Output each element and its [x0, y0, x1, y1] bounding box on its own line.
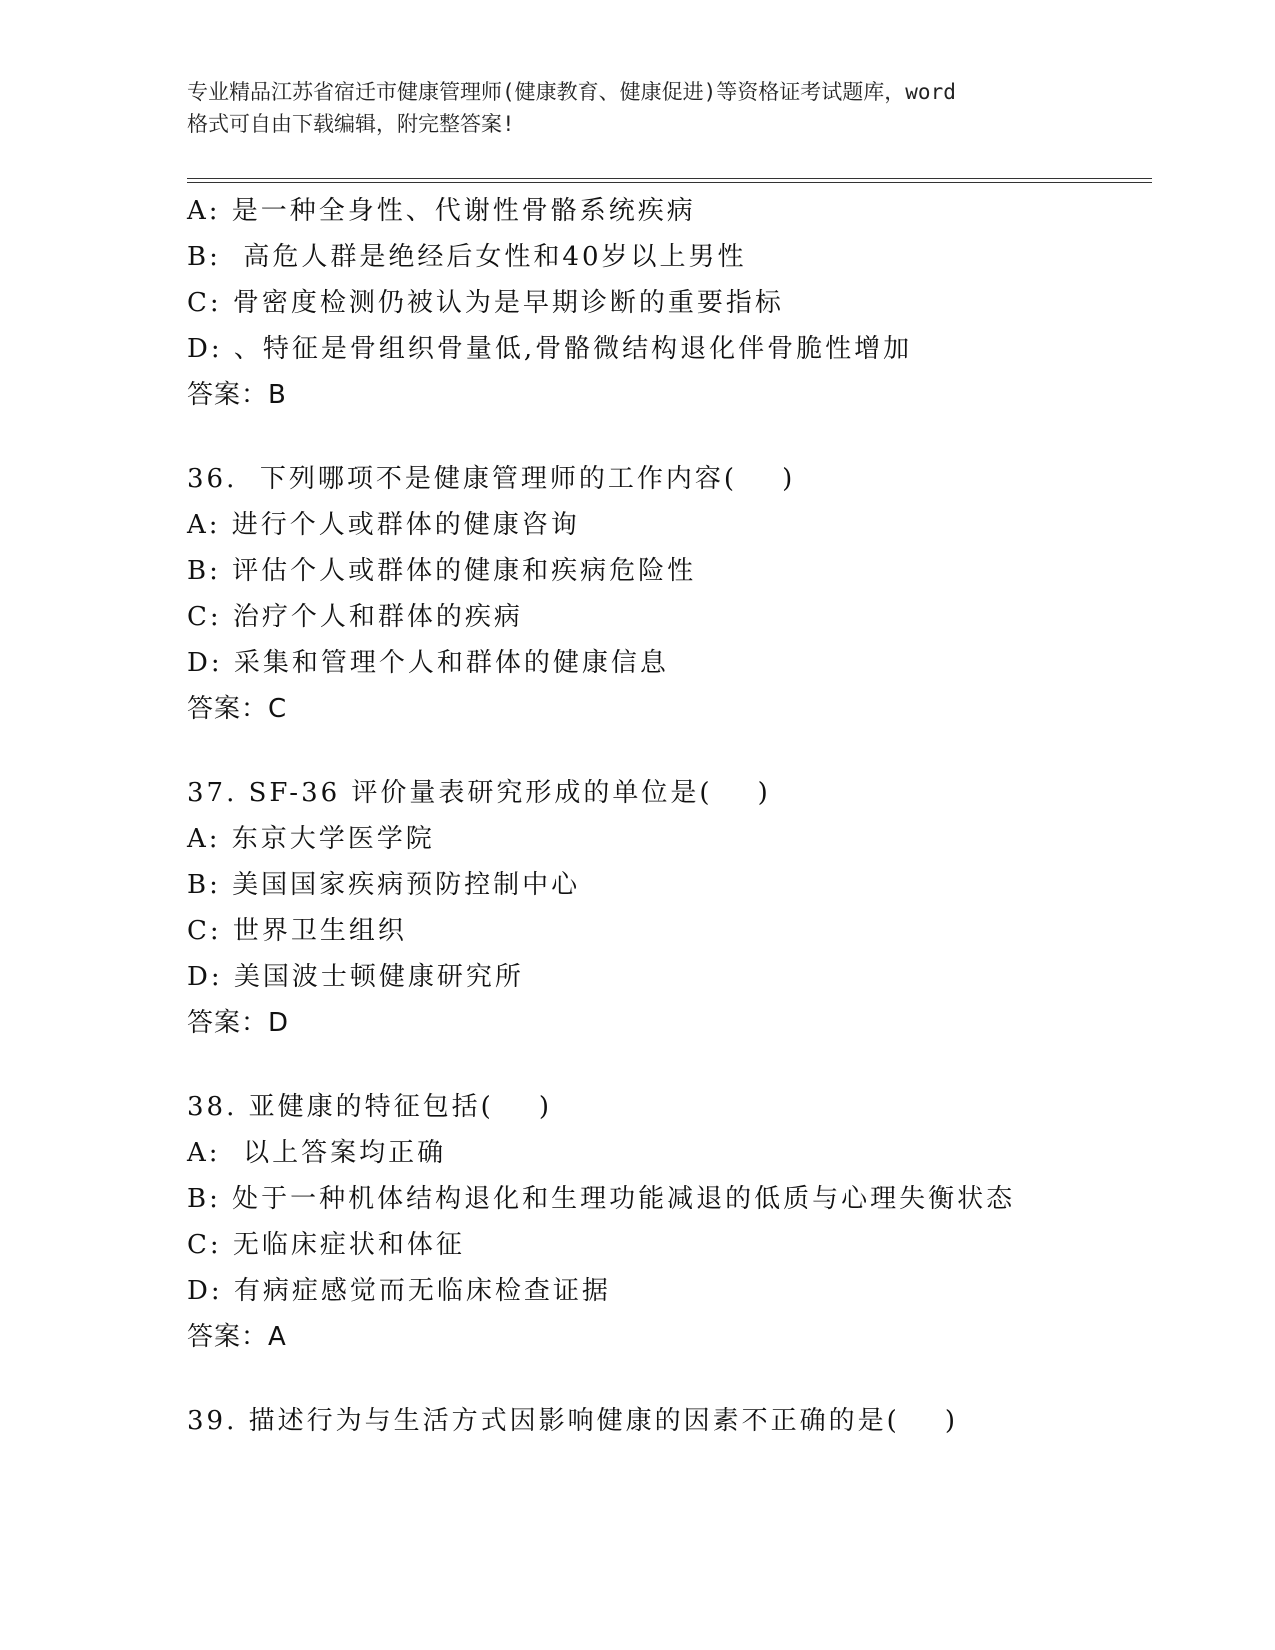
answer-line: 答案：C [187, 694, 288, 724]
question-text: 37. SF-36 评价量表研究形成的单位是( ) [187, 778, 771, 808]
answer-line: 答案：A [187, 1322, 287, 1352]
question-block-38 [187, 1084, 1187, 1360]
question-text: 39. 描述行为与生活方式因影响健康的因素不正确的是( ) [187, 1406, 958, 1436]
option-c: C: 骨密度检测仍被认为是早期诊断的重要指标 [187, 288, 784, 318]
answer-line: 答案：B [187, 380, 287, 410]
question-block-35 [187, 188, 1187, 418]
question-text: 38. 亚健康的特征包括( ) [187, 1092, 552, 1122]
option-c: C: 治疗个人和群体的疾病 [187, 602, 523, 632]
option-d: D: 有病症感觉而无临床检查证据 [187, 1276, 611, 1306]
option-a: A: 是一种全身性、代谢性骨骼系统疾病 [187, 196, 696, 226]
question-block-39 [187, 1398, 1187, 1444]
option-c: C: 无临床症状和体征 [187, 1230, 465, 1260]
answer-line: 答案：D [187, 1008, 290, 1038]
header-line-1: 专业精品江苏省宿迁市健康管理师(健康教育、健康促进)等资格证考试题库，word [187, 80, 956, 104]
option-a: A: 以上答案均正确 [187, 1138, 447, 1168]
option-d: D: 采集和管理个人和群体的健康信息 [187, 648, 669, 678]
page-header [187, 76, 1087, 140]
option-a: A: 东京大学医学院 [187, 824, 435, 854]
option-c: C: 世界卫生组织 [187, 916, 407, 946]
header-divider [187, 178, 1152, 183]
option-d: D: 、特征是骨组织骨量低,骨骼微结构退化伴骨脆性增加 [187, 334, 913, 364]
question-text: 36. 下列哪项不是健康管理师的工作内容( ) [187, 464, 796, 494]
question-block-37 [187, 770, 1187, 1046]
question-list [187, 188, 1187, 1444]
header-line-2: 格式可自由下载编辑，附完整答案! [187, 112, 515, 136]
option-d: D: 美国波士顿健康研究所 [187, 962, 524, 992]
option-a: A: 进行个人或群体的健康咨询 [187, 510, 580, 540]
option-b: B: 高危人群是绝经后女性和40岁以上男性 [187, 242, 747, 272]
option-b: B: 评估个人或群体的健康和疾病危险性 [187, 556, 697, 586]
option-b: B: 处于一种机体结构退化和生理功能减退的低质与心理失衡状态 [187, 1184, 1016, 1214]
option-b: B: 美国国家疾病预防控制中心 [187, 870, 581, 900]
question-block-36 [187, 456, 1187, 732]
